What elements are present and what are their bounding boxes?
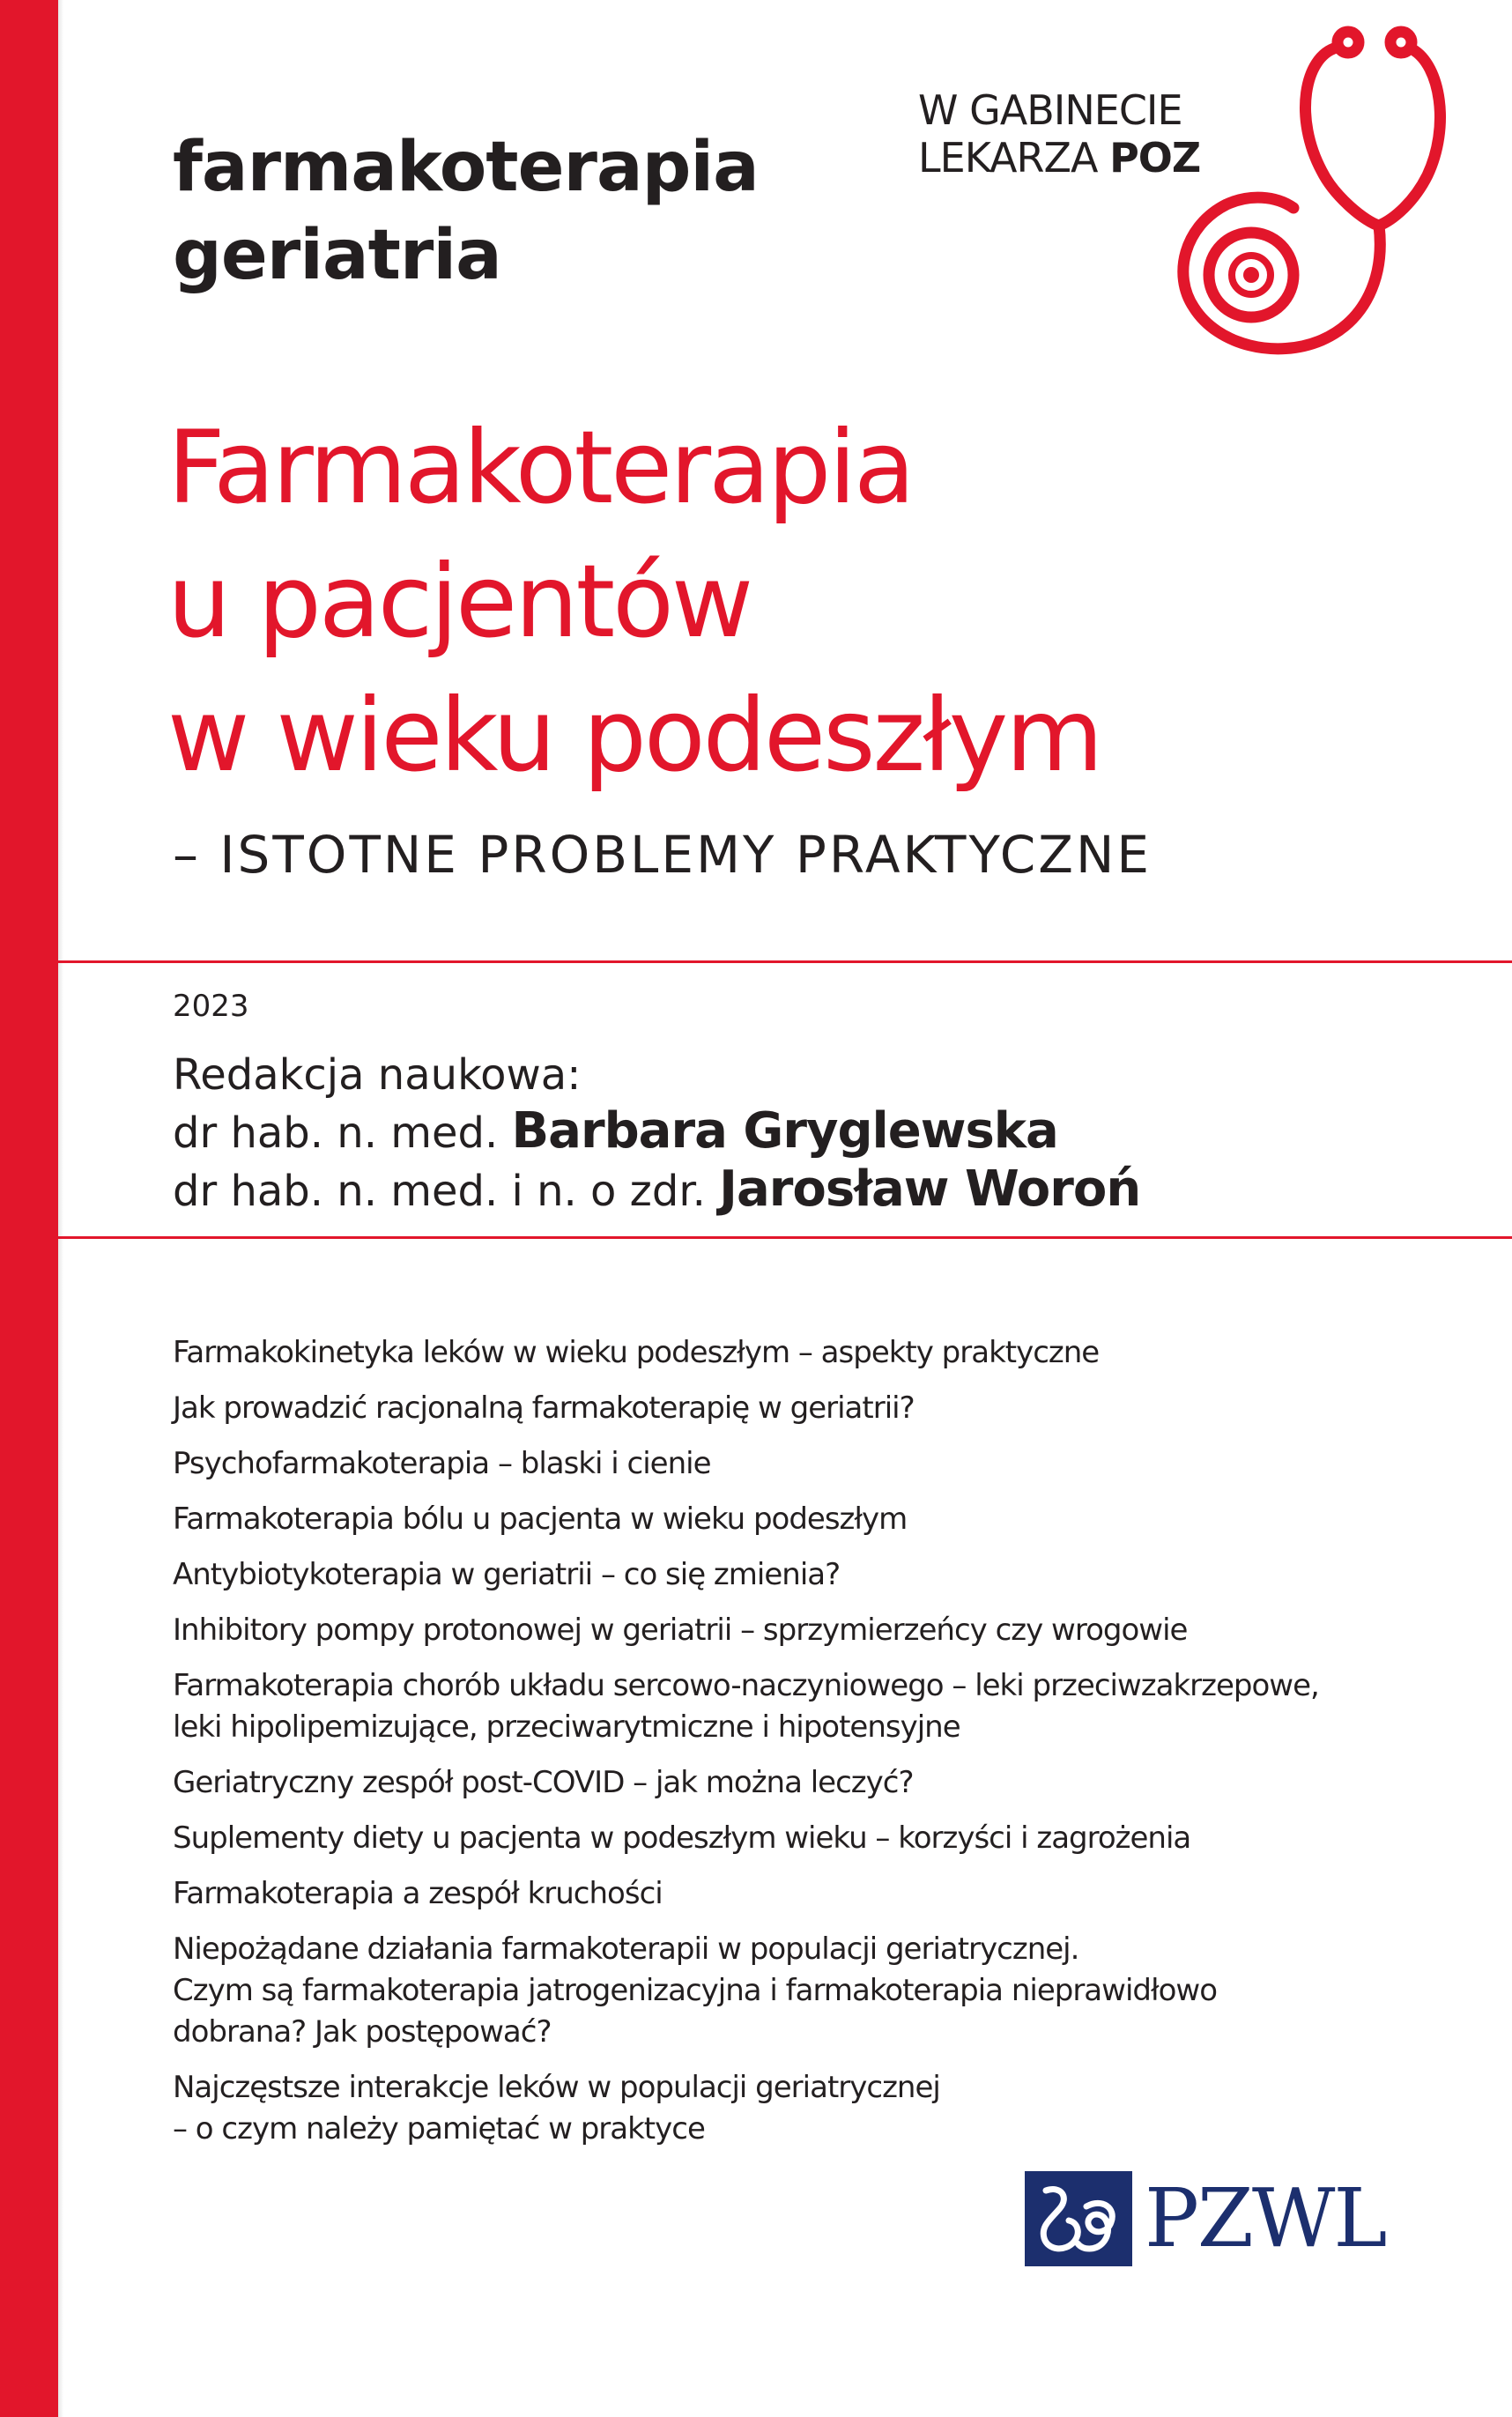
contents-line: Niepożądane działania farmakoterapii w populacji geriatrycznej. (173, 1931, 1079, 1967)
contents-line: Geriatryczny zespół post-COVID – jak można leczyć? (173, 1765, 914, 1800)
publication-year: 2023 (173, 989, 249, 1024)
editor-degree: dr hab. n. med. i n. o zdr. (173, 1167, 720, 1216)
spine-shadow (58, 0, 63, 2417)
series-line: farmakoterapia (173, 128, 759, 207)
title-line: u pacjentów (167, 543, 752, 660)
contents-item (173, 2067, 1406, 2150)
contents-item (173, 1873, 1406, 1915)
contents-item (173, 1818, 1406, 1859)
contents-item (173, 1443, 1406, 1485)
book-subtitle: – ISTOTNE PROBLEMY PRAKTYCZNE (173, 825, 1153, 885)
editors-block (173, 1047, 1140, 1220)
publisher-name: PZWL (1145, 2171, 1386, 2265)
contents-item (173, 1762, 1406, 1804)
book-title (167, 401, 1101, 803)
contents-line: dobrana? Jak postępować? (173, 2014, 552, 2050)
contents-line: – o czym należy pamiętać w praktyce (173, 2111, 705, 2146)
series-line: geriatria (173, 216, 501, 295)
contents-item (173, 1499, 1406, 1540)
editors-heading: Redakcja naukowa: (173, 1050, 582, 1100)
contents-item (173, 1929, 1406, 2053)
contents-item (173, 1388, 1406, 1429)
divider-top (58, 960, 1512, 963)
publisher-mark-icon (1025, 2171, 1132, 2266)
stethoscope-icon (1145, 21, 1463, 365)
badge-line-prefix: LEKARZA (918, 134, 1110, 182)
contents-line: Inhibitory pompy protonowej w geriatrii – sprzymierzeńcy czy wrogowie (173, 1613, 1188, 1648)
editor-line (173, 1103, 1140, 1161)
editor-line (173, 1161, 1140, 1220)
badge-line: W GABINECIE (918, 86, 1182, 134)
red-spine-band (0, 0, 58, 2417)
contents-line: Antybiotykoterapia w geriatrii – co się zmienia? (173, 1557, 841, 1592)
contents-line: Czym są farmakoterapia jatrogenizacyjna i farmakoterapia nieprawidłowo (173, 1973, 1218, 2008)
contents-line: Farmakoterapia bólu u pacjenta w wieku podeszłym (173, 1501, 908, 1537)
contents-line: Suplementy diety u pacjenta w podeszłym wieku – korzyści i zagrożenia (173, 1820, 1191, 1856)
contents-item (173, 1332, 1406, 1374)
editor-name: Jarosław Woroń (719, 1160, 1141, 1218)
publisher-logo (1025, 2170, 1385, 2267)
title-line: Farmakoterapia (167, 409, 913, 526)
title-line: w wieku podeszłym (167, 677, 1101, 794)
contents-item (173, 1665, 1406, 1748)
contents-line: leki hipolipemizujące, przeciwarytmiczne i hipotensyjne (173, 1709, 960, 1745)
contents-line: Jak prowadzić racjonalną farmakoterapię w geriatrii? (173, 1390, 915, 1426)
divider-bottom (58, 1236, 1512, 1239)
contents-line: Psychofarmakoterapia – blaski i cienie (173, 1446, 711, 1481)
contents-item (173, 1610, 1406, 1651)
badge-line-strong: POZ (1109, 134, 1201, 182)
contents-line: Najczęstsze interakcje leków w populacji geriatrycznej (173, 2070, 940, 2105)
editor-degree: dr hab. n. med. (173, 1108, 512, 1158)
contents-line: Farmakokinetyka leków w wieku podeszłym – aspekty praktyczne (173, 1335, 1100, 1370)
contents-item (173, 1554, 1406, 1596)
contents-line: Farmakoterapia a zespół kruchości (173, 1876, 663, 1911)
contents-line: Farmakoterapia chorób układu sercowo-naczyniowego – leki przeciwzakrzepowe, (173, 1668, 1319, 1703)
editor-name: Barbara Gryglewska (511, 1102, 1058, 1160)
contents-list (173, 1332, 1406, 2164)
series-label (173, 123, 759, 300)
